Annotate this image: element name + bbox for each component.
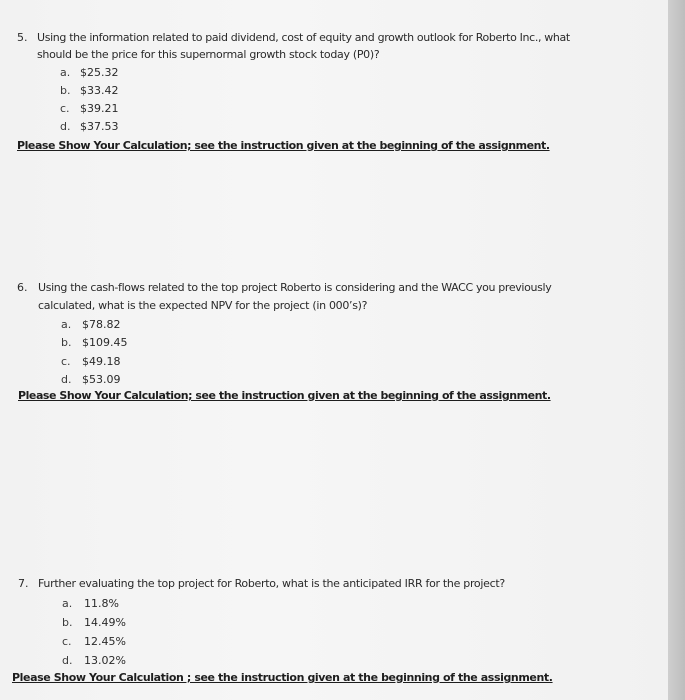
question-text-line-2: calculated, what is the expected NPV for the project (in 000’s)? — [38, 299, 368, 312]
option-value: $25.32 — [80, 66, 119, 79]
instruction-text: Please Show Your Calculation; see the instruction given at the beginning of the assignment. — [17, 139, 550, 152]
option-letter: c. — [62, 635, 72, 648]
instruction-text: Please Show Your Calculation; see the instruction given at the beginning of the assignment. — [18, 389, 551, 402]
option-letter: b. — [62, 616, 73, 629]
option-letter: c. — [61, 355, 71, 368]
question-number: 5. — [17, 31, 28, 44]
question-number: 6. — [17, 281, 28, 294]
question-text-line-1: Further evaluating the top project for Roberto, what is the anticipated IRR for the project? — [38, 577, 505, 590]
option-letter: d. — [62, 654, 73, 667]
option-letter: c. — [60, 102, 70, 115]
option-value: 11.8% — [84, 597, 119, 610]
option-letter: b. — [61, 336, 72, 349]
option-value: $109.45 — [82, 336, 128, 349]
question-text-line-1: Using the cash-flows related to the top project Roberto is considering and the WACC you previously — [38, 281, 552, 294]
question-text-line-1: Using the information related to paid dividend, cost of equity and growth outlook for Roberto Inc., what — [37, 31, 570, 44]
question-text-line-2: should be the price for this supernormal growth stock today (P0)? — [37, 48, 380, 61]
option-letter: d. — [61, 373, 72, 386]
option-letter: a. — [61, 318, 72, 331]
option-value: 14.49% — [84, 616, 126, 629]
option-letter: b. — [60, 84, 71, 97]
option-value: $33.42 — [80, 84, 119, 97]
option-value: 12.45% — [84, 635, 126, 648]
option-letter: a. — [62, 597, 73, 610]
page-edge-shadow — [668, 0, 685, 700]
instruction-text: Please Show Your Calculation ; see the instruction given at the beginning of the assignment. — [12, 671, 553, 684]
question-number: 7. — [18, 577, 29, 590]
option-value: $49.18 — [82, 355, 121, 368]
option-letter: d. — [60, 120, 71, 133]
option-letter: a. — [60, 66, 71, 79]
option-value: $53.09 — [82, 373, 121, 386]
option-value: $39.21 — [80, 102, 119, 115]
option-value: $37.53 — [80, 120, 119, 133]
option-value: $78.82 — [82, 318, 121, 331]
option-value: 13.02% — [84, 654, 126, 667]
